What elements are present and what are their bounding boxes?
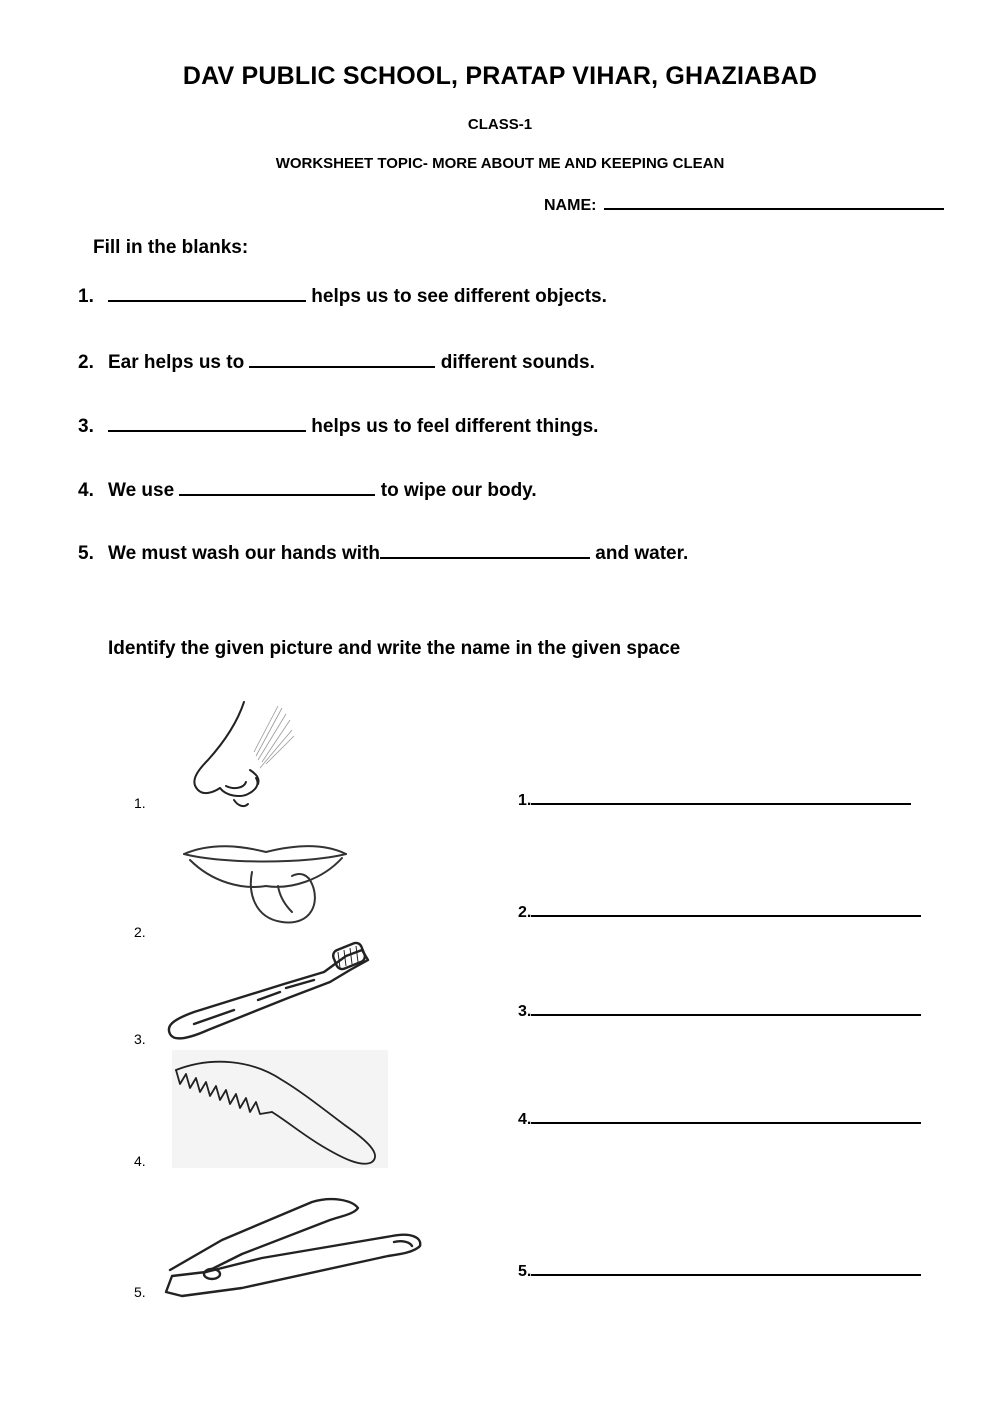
answer-line-4 (518, 1108, 921, 1129)
answer-field-1[interactable] (531, 789, 911, 805)
name-row (544, 194, 944, 215)
answer-number: 1. (518, 792, 532, 809)
answer-number: 3. (518, 1003, 532, 1020)
answer-blank-5[interactable] (380, 541, 590, 559)
answer-blank-2[interactable] (249, 350, 435, 368)
question-number: 2. (78, 352, 94, 373)
name-field[interactable] (604, 194, 944, 210)
question-text: We use (108, 480, 175, 501)
question-number: 5. (78, 543, 94, 564)
answer-line-2 (518, 901, 921, 922)
answer-field-4[interactable] (531, 1108, 921, 1124)
picture-number-3: 3. (134, 1031, 146, 1047)
question-number: 1. (78, 286, 94, 307)
answer-blank-3[interactable] (108, 414, 306, 432)
nail-clipper-icon (162, 1196, 424, 1300)
answer-line-1 (518, 789, 911, 810)
question-number: 4. (78, 480, 94, 501)
question-1 (78, 284, 607, 308)
question-3 (78, 414, 598, 438)
question-4 (78, 478, 537, 502)
worksheet-topic: WORKSHEET TOPIC- MORE ABOUT ME AND KEEPING CLEAN (275, 155, 725, 172)
picture-number-2: 2. (134, 924, 146, 940)
nose-icon (186, 700, 296, 810)
answer-number: 2. (518, 904, 532, 921)
answer-line-3 (518, 1000, 921, 1021)
class-label: CLASS-1 (467, 116, 533, 133)
question-5 (78, 541, 688, 565)
question-number: 3. (78, 416, 94, 437)
question-2 (78, 350, 595, 374)
school-title: DAV PUBLIC SCHOOL, PRATAP VIHAR, GHAZIABAD (182, 62, 818, 90)
question-text: to wipe our body. (380, 480, 537, 501)
question-text: and water. (595, 543, 689, 564)
answer-number: 4. (518, 1111, 532, 1128)
question-text: helps us to see different objects. (311, 286, 607, 307)
answer-blank-1[interactable] (108, 284, 306, 302)
comb-icon (172, 1050, 388, 1168)
question-text: helps us to feel different things. (311, 416, 599, 437)
answer-field-5[interactable] (531, 1260, 921, 1276)
question-text: We must wash our hands with (108, 543, 381, 564)
mouth-tongue-icon (182, 842, 350, 934)
picture-number-1: 1. (134, 795, 146, 811)
answer-field-3[interactable] (531, 1000, 921, 1016)
question-text: Ear helps us to (108, 352, 245, 373)
question-text: different sounds. (440, 352, 595, 373)
name-label: NAME: (544, 197, 597, 214)
answer-number: 5. (518, 1263, 532, 1280)
picture-number-4: 4. (134, 1153, 146, 1169)
fill-blanks-heading: Fill in the blanks: (93, 237, 249, 258)
answer-field-2[interactable] (531, 901, 921, 917)
picture-number-5: 5. (134, 1284, 146, 1300)
answer-line-5 (518, 1260, 921, 1281)
toothbrush-icon (164, 942, 374, 1046)
identify-heading: Identify the given picture and write the name in the given space (108, 638, 681, 659)
answer-blank-4[interactable] (179, 478, 375, 496)
